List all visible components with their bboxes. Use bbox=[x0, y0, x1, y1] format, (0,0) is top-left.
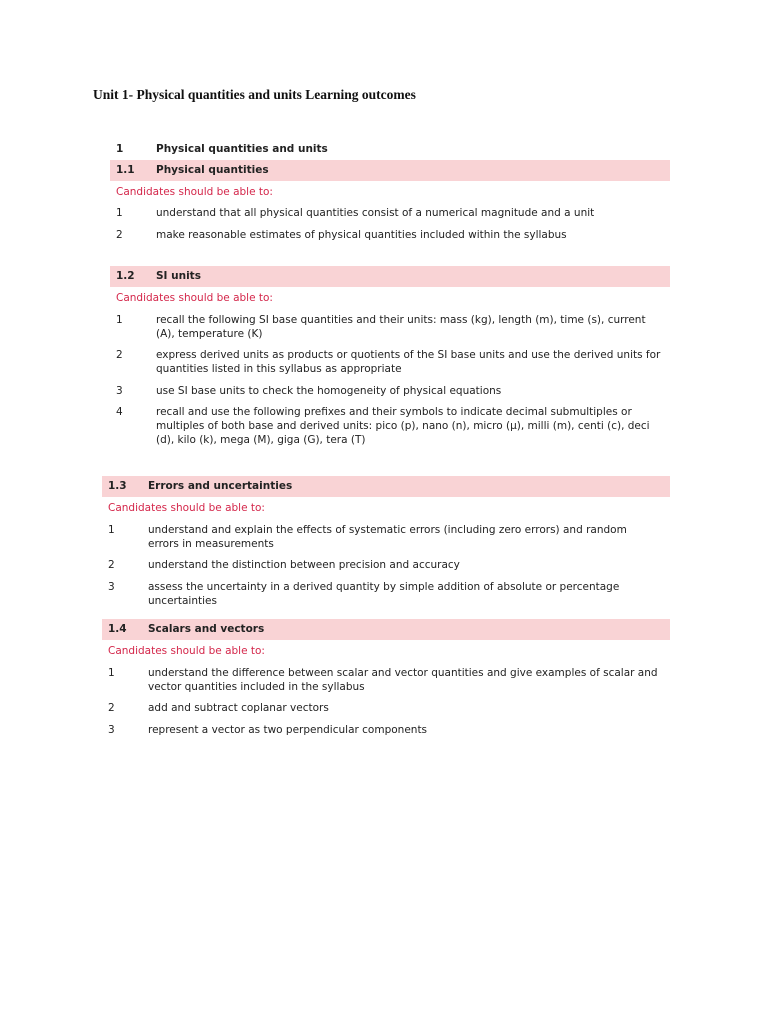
list-item bbox=[102, 701, 670, 715]
item-number: 2 bbox=[116, 229, 123, 241]
section-header bbox=[110, 160, 670, 181]
item-number: 4 bbox=[116, 406, 123, 418]
item-text: recall and use the following prefixes and their symbols to indicate decimal submultiples or multiples of both base and derived units: pico (p), nano (n), micro (μ), milli (m), centi (c), deci (d), kilo (k), mega (M), giga (G), tera (T) bbox=[156, 406, 650, 446]
list-item bbox=[110, 405, 670, 447]
item-text: use SI base units to check the homogeneity of physical equations bbox=[156, 385, 502, 397]
item-text: add and subtract coplanar vectors bbox=[148, 702, 329, 714]
list-item bbox=[110, 228, 670, 242]
section-errors-uncertainties bbox=[102, 476, 670, 608]
list-item bbox=[110, 384, 670, 398]
unit-title: Physical quantities and units bbox=[156, 143, 328, 155]
item-number: 3 bbox=[108, 581, 115, 593]
section-number: 1.2 bbox=[116, 270, 135, 282]
list-item bbox=[102, 523, 670, 551]
item-text: understand the difference between scalar and vector quantities and give examples of scalar and vector quantities included in the syllabus bbox=[148, 667, 658, 693]
section-title: Physical quantities bbox=[156, 164, 269, 176]
section-intro: Candidates should be able to: bbox=[108, 645, 265, 657]
item-number: 2 bbox=[108, 702, 115, 714]
item-number: 1 bbox=[116, 207, 123, 219]
list-item bbox=[102, 580, 670, 608]
section-si-units bbox=[110, 266, 670, 447]
document-title: Unit 1- Physical quantities and units Learning outcomes bbox=[93, 87, 416, 102]
item-number: 1 bbox=[116, 314, 123, 326]
item-text: understand the distinction between precision and accuracy bbox=[148, 559, 460, 571]
item-number: 1 bbox=[108, 667, 115, 679]
item-number: 2 bbox=[116, 349, 123, 361]
list-item bbox=[110, 206, 670, 220]
item-text: recall the following SI base quantities and their units: mass (kg), length (m), time (s), current (A), temperature (K) bbox=[156, 314, 646, 340]
section-title: Errors and uncertainties bbox=[148, 480, 293, 492]
item-number: 2 bbox=[108, 559, 115, 571]
section-intro: Candidates should be able to: bbox=[116, 186, 273, 198]
unit-heading bbox=[116, 143, 670, 157]
section-number: 1.1 bbox=[116, 164, 135, 176]
list-item bbox=[102, 558, 670, 572]
section-title: SI units bbox=[156, 270, 201, 282]
list-item bbox=[102, 723, 670, 737]
item-number: 3 bbox=[108, 724, 115, 736]
section-physical-quantities bbox=[110, 160, 670, 242]
section-title: Scalars and vectors bbox=[148, 623, 265, 635]
section-scalars-vectors bbox=[102, 619, 670, 737]
item-text: make reasonable estimates of physical quantities included within the syllabus bbox=[156, 229, 567, 241]
list-item bbox=[110, 313, 670, 341]
section-number: 1.3 bbox=[108, 480, 127, 492]
section-header bbox=[102, 619, 670, 640]
section-header bbox=[102, 476, 670, 497]
item-text: represent a vector as two perpendicular components bbox=[148, 724, 428, 736]
section-intro: Candidates should be able to: bbox=[108, 502, 265, 514]
unit-number: 1 bbox=[116, 143, 124, 155]
item-number: 1 bbox=[108, 524, 115, 536]
section-header bbox=[110, 266, 670, 287]
item-text: assess the uncertainty in a derived quantity by simple addition of absolute or percentage uncertainties bbox=[148, 581, 620, 607]
list-item bbox=[110, 348, 670, 376]
list-item bbox=[102, 666, 670, 694]
item-number: 3 bbox=[116, 385, 123, 397]
item-text: express derived units as products or quotients of the SI base units and use the derived units for quantities listed in this syllabus as appropriate bbox=[156, 349, 661, 375]
section-intro: Candidates should be able to: bbox=[116, 292, 273, 304]
item-text: understand that all physical quantities consist of a numerical magnitude and a unit bbox=[156, 207, 595, 219]
item-text: understand and explain the effects of systematic errors (including zero errors) and random errors in measurements bbox=[148, 524, 627, 550]
section-number: 1.4 bbox=[108, 623, 127, 635]
